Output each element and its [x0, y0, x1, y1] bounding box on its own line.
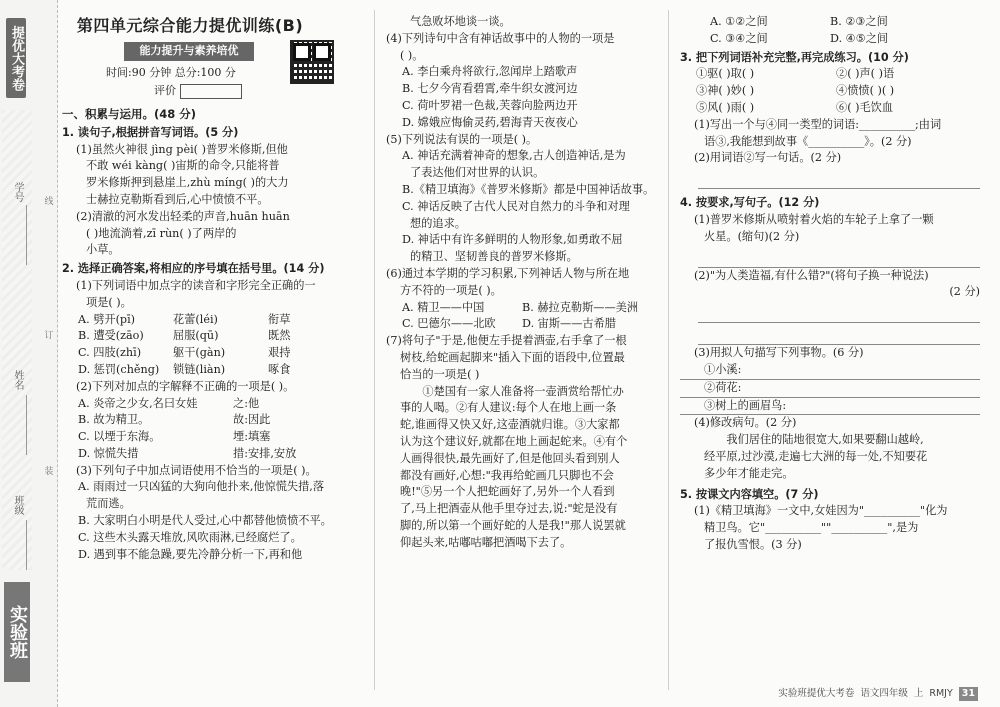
q4-2-score: (2 分)	[949, 285, 980, 299]
column-divider-2	[668, 10, 669, 690]
q4-2-line1: (2)"为人类造福,有什么错?"(将句子换一种说法)	[694, 268, 929, 282]
story-line: 事的人喝。②有人建议:每个人在地上画一条	[400, 401, 617, 415]
id-label: 学号	[12, 182, 23, 202]
q2-6-option[interactable]: C. 巴德尔——北欧 D. 宙斯——古希腊	[402, 317, 616, 331]
footer-edition: RMJY	[929, 687, 953, 699]
q4-1-line1: (1)普罗米修斯从喷射着火焰的车轮子上拿了一颗	[694, 212, 934, 226]
name-line	[26, 395, 27, 455]
q5-1-line3: 了报仇雪恨。(3 分)	[704, 537, 802, 551]
evaluation-box[interactable]	[180, 84, 242, 99]
q2-4-stem-2: ( )。	[400, 48, 424, 62]
cut-mark-1: 线	[42, 196, 53, 205]
q2-1-option[interactable]: A. 劈开(pī) 花蕾(léi) 衔草	[78, 312, 291, 326]
q2-4-option[interactable]: C. 荷叶罗裙一色裁,芙蓉向脸两边开	[402, 98, 578, 112]
evaluation-row	[154, 83, 352, 100]
q3-1-line2: 语③,我能想到故事《__________》。(2 分)	[704, 134, 912, 148]
q2-5-option-b[interactable]: B.《精卫填海》《普罗米修斯》都是中国神话故事。	[402, 182, 655, 196]
q1-1-line3: 罗米修斯押到悬崖上,zhù míng( )的大力	[86, 176, 289, 190]
q2-5-option-d[interactable]: D. 神话中有许多鲜明的人物形象,如勇敢不屈	[402, 233, 623, 247]
q1-1-line2: 不敢 wéi kàng( )宙斯的命令,只能将普	[86, 159, 280, 173]
q2-2-stem: (2)下列对加点的字解释不正确的一项是( )。	[76, 379, 295, 393]
story-line: ①楚国有一家人准备将一壶酒赏给帮忙办	[422, 384, 624, 398]
class-line	[26, 520, 27, 570]
class-label: 班级	[12, 495, 23, 515]
q2-6-stem: (6)通过本学期的学习积累,下列神话人物与所在地	[386, 266, 630, 280]
q2-5-option-d-cont: 的精卫、坚韧善良的普罗米修斯。	[410, 250, 578, 264]
q2-7-option[interactable]: A. ①②之间 B. ②③之间	[710, 15, 888, 28]
question-2: 2. 选择正确答案,将相应的序号填在括号里。(14 分)	[62, 262, 325, 276]
q4-4-stem: (4)修改病句。(2 分)	[694, 416, 797, 430]
footer-term: 上	[913, 687, 924, 699]
story-line: 晚!"⑤另一个人把蛇画好了,另外一个人看到	[400, 485, 615, 499]
q1-2-line2: ( )地流淌着,zī rùn( )了两岸的	[86, 226, 237, 240]
story-line: 认为这个建议好,就都在地上画起蛇来。④有个	[400, 434, 628, 448]
q4-3-item[interactable]: ②荷花:	[680, 380, 980, 398]
q2-7-option[interactable]: C. ③④之间 D. ④⑤之间	[710, 31, 889, 45]
q2-4-option[interactable]: A. 李白乘舟将欲行,忽闻岸上踏歌声	[402, 65, 578, 79]
story-line: 了,马上把酒壶从他手里夺过去,说:"蛇是没有	[400, 502, 618, 516]
q4-3-item[interactable]: ③树上的画眉鸟:	[680, 398, 980, 416]
q4-4-passage-1: 我们居住的陆地很宽大,如果要翻山越岭,	[726, 433, 924, 447]
q1-1-line1: (1)虽然火神很 jìng pèi( )普罗米修斯,但他	[76, 142, 288, 156]
q2-3-stem: (3)下列句子中加点词语使用不恰当的一项是( )。	[76, 463, 317, 477]
q4-3-item[interactable]: ①小溪:	[680, 362, 980, 380]
question-4: 4. 按要求,写句子。(12 分)	[680, 196, 820, 210]
q3-row[interactable]: ⑤风( )雨( ) ⑥( )毛饮血	[696, 100, 894, 114]
page-number: 31	[959, 687, 978, 701]
q2-2-option[interactable]: D. 惊慌失措 措:安排,安放	[78, 446, 297, 460]
q1-2-line3: 小草。	[86, 243, 120, 257]
q3-row[interactable]: ③神( )妙( ) ④愤愤( )( )	[696, 84, 895, 98]
q4-4-passage-2: 经平原,过沙漠,走遍七大洲的每一处,不知要花	[704, 449, 928, 463]
q1-2-line1: (2)清澈的河水发出轻柔的声音,huān huān	[76, 209, 290, 223]
q5-1-line2: 精卫鸟。它"__________""__________",是为	[704, 521, 919, 535]
question-1: 1. 读句子,根据拼音写词语。(5 分)	[62, 125, 239, 139]
qr-code-icon	[290, 40, 334, 84]
q3-2-stem: (2)用词语②写一句话。(2 分)	[694, 151, 842, 165]
q2-4-option[interactable]: D. 嫦娥应悔偷灵药,碧海青天夜夜心	[402, 115, 578, 129]
q3-1-line1: (1)写出一个与④同一类型的词语:__________;由词	[694, 117, 942, 131]
q2-5-stem: (5)下列说法有误的一项是( )。	[386, 132, 538, 146]
cut-mark-3: 装	[42, 466, 53, 475]
name-label: 姓名	[12, 370, 23, 390]
binding-strip	[0, 0, 58, 707]
question-3: 3. 把下列词语补充完整,再完成练习。(10 分)	[680, 50, 909, 64]
question-5: 5. 按课文内容填空。(7 分)	[680, 487, 819, 501]
page-title: 第四单元综合能力提优训练(B)	[76, 16, 304, 35]
column-2	[386, 14, 658, 552]
q1-1-line4: 士赫拉克勒斯看到后,心中愤愤不平。	[86, 192, 269, 206]
story-line: 脚的,所以第一个画好蛇的人是我!"那人说罢就	[400, 518, 626, 532]
q3-2-answer-line[interactable]	[698, 167, 980, 189]
evaluation-label: 评价	[154, 84, 176, 97]
q2-3-option-c[interactable]: C. 这些木头露天堆放,风吹雨淋,已经腐烂了。	[78, 530, 302, 544]
q3-row[interactable]: ①驱( )取( ) ②( )声( )语	[696, 67, 895, 81]
q5-1-line1: (1)《精卫填海》一文中,女娃因为"__________"化为	[694, 504, 948, 518]
q2-2-option[interactable]: C. 以堙于东海。 堙:填塞	[78, 430, 271, 444]
q2-3-option-d[interactable]: D. 遇到事不能急躁,要先冷静分析一下,再和他	[78, 547, 303, 561]
q4-2-answer-line[interactable]	[698, 301, 980, 323]
subtitle-badge: 能力提升与素养培优	[124, 42, 254, 61]
time-score-meta: 时间:90 分钟 总分:100 分	[106, 65, 236, 79]
q4-3-stem: (3)用拟人句描写下列事物。(6 分)	[694, 346, 864, 360]
column-3	[680, 14, 980, 554]
q2-6-stem-2: 方不符的一项是( )。	[400, 283, 502, 297]
q2-1-option[interactable]: C. 四肢(zhī) 躯干(gàn) 艰持	[78, 346, 291, 360]
q2-5-option-c[interactable]: C. 神话反映了古代人民对自然力的斗争和对理	[402, 199, 630, 213]
q2-1-option[interactable]: B. 遭受(zāo) 屈服(qū) 既然	[78, 329, 291, 343]
q4-2-answer-line[interactable]	[698, 323, 980, 345]
q2-1-stem: (1)下列词语中加点字的读音和字形完全正确的一	[76, 278, 316, 292]
q4-1-answer-line[interactable]	[698, 246, 980, 268]
q2-7-stem-3: 恰当的一项是( )	[400, 367, 480, 381]
q4-4-passage-3: 多少年才能走完。	[704, 466, 794, 480]
cut-mark-2: 订	[42, 330, 53, 339]
q2-3-option-a-cont: 荒而逃。	[86, 497, 131, 511]
q2-5-option-a[interactable]: A. 神话充满着神奇的想象,古人创造神话,是为	[402, 149, 626, 163]
q2-6-option[interactable]: A. 精卫——中国 B. 赫拉克勒斯——美洲	[402, 300, 639, 314]
story-line: 仰起头来,咕嘟咕嘟把酒喝下去了。	[400, 535, 572, 549]
q2-2-option[interactable]: A. 炎帝之少女,名曰女娃 之:他	[78, 396, 260, 410]
story-line: 人画得很快,最先画好了,但是他回头看到别人	[400, 451, 620, 465]
footer-series: 实验班提优大考卷	[778, 687, 855, 699]
q2-3-option-d-cont: 气急败坏地谈一谈。	[410, 15, 511, 28]
q2-7-stem-2: 树枝,给蛇画起脚来"插入下面的语段中,位置最	[400, 350, 625, 364]
brand-bottom-label: 实验班	[4, 582, 30, 682]
q2-4-stem: (4)下列诗句中含有神话故事中的人物的一项是	[386, 31, 615, 45]
q2-5-option-c-cont: 想的追求。	[410, 216, 466, 230]
page-footer	[778, 687, 978, 701]
id-line	[26, 205, 27, 265]
q2-3-option-b[interactable]: B. 大家明白小明是代人受过,心中都替他愤愤不平。	[78, 514, 332, 528]
column-divider-1	[374, 10, 375, 690]
story-line: 都没有画好,心想:"我再给蛇画几只脚也不会	[400, 468, 614, 482]
q2-1-option[interactable]: D. 惩罚(chěng) 锁链(liàn) 啄食	[78, 362, 291, 376]
column-1	[62, 14, 352, 563]
q2-4-option[interactable]: B. 七夕今宵看碧霄,牵牛织女渡河边	[402, 82, 578, 96]
q2-1-stem-2: 项是( )。	[86, 295, 132, 309]
story-line: 蛇,谁画得又快又好,这壶酒就归谁。③大家都	[400, 418, 620, 432]
q4-1-line2: 火星。(缩句)(2 分)	[704, 229, 800, 243]
footer-grade: 语文四年级	[860, 687, 908, 699]
q2-2-option[interactable]: B. 故为精卫。 故:因此	[78, 413, 271, 427]
q2-7-stem: (7)将句子"于是,他便左手提着酒壶,右手拿了一根	[386, 334, 627, 348]
q2-5-option-a-cont: 了表达他们对世界的认识。	[410, 166, 545, 180]
section-1-heading: 一、积累与运用。(48 分)	[62, 106, 197, 121]
q2-3-option-a[interactable]: A. 雨雨过一只凶猛的大狗向他扑来,他惊慌失措,落	[78, 480, 325, 494]
brand-top-label: 提优大考卷	[6, 18, 26, 98]
